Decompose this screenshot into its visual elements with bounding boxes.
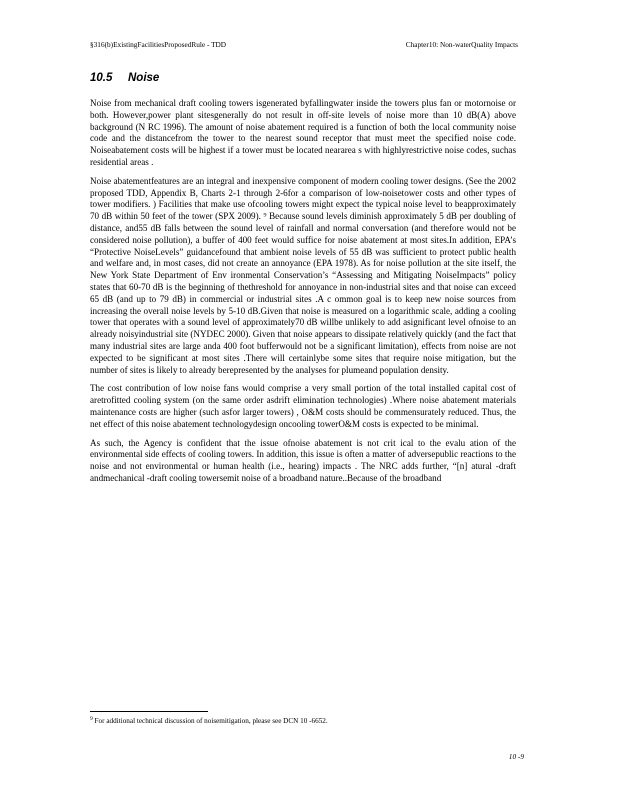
footnote-text: For additional technical discussion of noisemitigation, please see DCN 10 -6652. [94,717,328,725]
page-number: 10 -9 [508,752,524,761]
section-title: Noise [128,72,160,84]
section-number: 10.5 [90,72,113,84]
paragraph: Noise from mechanical draft cooling towers isgenerated byfallingwater inside the towers plus fan or motornoise or both. However,power plant sitesgenerally do not result in off-site levels of noise more than 10 dB(A) above background (N RC 1996). The amount of noise abatement required is a function of both the local community noise code and the distancefrom the tower to the nearest sound receptor that must meet the specified noise code. Noiseabatement costs will be highest if a tower must be located neararea s with highlyrestrictive noise codes, suchas residential areas . [90,98,516,167]
header-right: Chapter10: Non-waterQuality Impacts [405,40,518,49]
footnote-marker: 9 [90,716,93,722]
footnote [90,716,516,725]
paragraph: As such, the Agency is confident that the issue ofnoise abatement is not crit ical to the evalu ation of the environmental side effects of cooling towers. In addition, this issue is often a matter of adversepublic reactions to the noise and not environmental or human health (i.e., hearing) impacts . The NRC adds further, “[n] atural -draft andmechanical -draft cooling towersemit noise of a broadband nature..Because of the broadband [90,437,516,483]
paragraph: The cost contribution of low noise fans would comprise a very small portion of the total installed capital cost of aretrofitted cooling system (on the same order asdrift elimination technologies) .Where noise abatement materials maintenance costs are higher (such asfor larger towers) , O&M costs should be commensurately reduced. Thus, the net effect of this noise abatement technologydesign oncooling towerO&M costs is expected to be minimal. [90,383,516,429]
section-heading [90,72,159,84]
body-text [90,98,516,492]
paragraph: Noise abatementfeatures are an integral and inexpensive component of modern cooling tower designs. (See the 2002 proposed TDD, Appendix B, Charts 2-1 through 2-6for a comparison of low-noisetower costs and other types of tower modifiers. ) Facilities that make use ofcooling towers might expect the typical noise level to beapproximately 70 dB within 50 feet of the tower (SPX 2009). ⁹ Because sound levels diminish approximately 5 dB per doubling of distance, and55 dB falls between the sound level of rainfall and normal conversation (and therefore would not be considered noise pollution), a buffer of 400 feet would suffice for noise abatement at most sites.In addition, EPA’s “Protective NoiseLevels” guidancefound that ambient noise levels of 55 dB was sufficient to protect public health and welfare and, in most cases, did not create an annoyance (EPA 1978). As for noise pollution at the site itself, the New York State Department of Env ironmental Conservation’s “Assessing and Mitigating NoiseImpacts” policy states that 60-70 dB is the beginning of thethreshold for annoyance in non-industrial sites and that noise can exceed 65 dB (and up to 79 dB) in commercial or industrial sites .A c ommon goal is to keep new noise sources from increasing the overall noise levels by 5-10 dB.Given that noise is measured on a logarithmic scale, adding a cooling tower that operates with a sound level of approximately70 dB willbe unlikely to add asignificant level ofnoise to an already noisyindustrial site (NYDEC 2000). Given that noise appears to dissipate relatively quickly (and the fact that many industrial sites are large anda 400 foot bufferwould not be a significant limitation), effects from noise are not expected to be significant at most sites .There will certainlybe some sites that require noise mitigation, but the number of sites is likely to already berepresented by the analyses for plumeand population density. [90,175,516,375]
footnote-separator [90,711,208,712]
header-left: §316(b)ExistingFacilitiesProposedRule - TDD [90,40,227,49]
